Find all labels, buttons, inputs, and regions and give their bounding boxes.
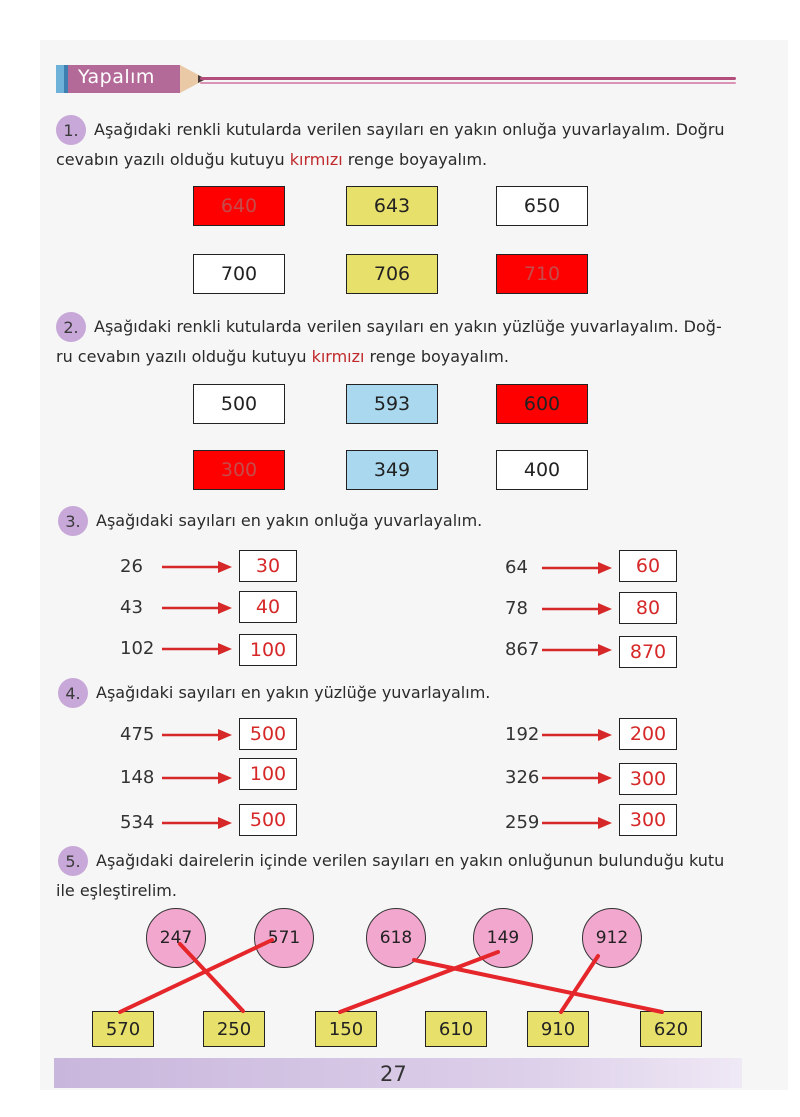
question-1-line-1: Aşağıdaki renkli kutularda verilen sayıları en yakın onluğa yuvarlayalım. Doğru — [94, 120, 725, 139]
number-circle[interactable]: 247 — [146, 908, 206, 968]
answer-box[interactable]: 610 — [425, 1011, 487, 1047]
q1-box[interactable]: 650 — [496, 186, 588, 226]
number-circle[interactable]: 618 — [366, 908, 426, 968]
question-2-text-b: renge boyayalım. — [364, 347, 509, 366]
q4-answer-box[interactable]: 300 — [619, 804, 677, 836]
answer-box[interactable]: 620 — [640, 1011, 702, 1047]
answer-box[interactable]: 910 — [527, 1011, 589, 1047]
q3-number: 43 — [120, 597, 143, 618]
q3-number: 64 — [505, 557, 528, 578]
number-circle[interactable]: 149 — [473, 908, 533, 968]
q4-number: 475 — [120, 724, 155, 745]
q4-answer-box[interactable]: 500 — [239, 804, 297, 836]
q4-answer-box[interactable]: 200 — [619, 718, 677, 750]
question-number-1: 1. — [56, 115, 86, 145]
number-circle[interactable]: 571 — [254, 908, 314, 968]
match-line — [120, 940, 272, 1012]
q3-number: 26 — [120, 556, 143, 577]
q2-box[interactable]: 500 — [193, 384, 285, 424]
question-2-text-a: ru cevabın yazılı olduğu kutuyu — [56, 347, 312, 366]
section-label: Yapalım — [78, 66, 155, 88]
q4-number: 148 — [120, 767, 155, 788]
q4-answer-box[interactable]: 500 — [239, 718, 297, 750]
question-number-4: 4. — [58, 678, 88, 708]
q1-box[interactable]: 710 — [496, 254, 588, 294]
question-5-line-1: Aşağıdaki dairelerin içinde verilen sayıları en yakın onluğunun bulunduğu kutu — [96, 851, 725, 870]
q4-number: 326 — [505, 767, 540, 788]
q2-box[interactable]: 593 — [346, 384, 438, 424]
q4-answer-box[interactable]: 100 — [239, 758, 297, 790]
match-line — [561, 956, 598, 1012]
q3-answer-box[interactable]: 80 — [619, 592, 677, 624]
question-3-text: Aşağıdaki sayıları en yakın onluğa yuvarlayalım. — [96, 511, 483, 530]
q3-answer-box[interactable]: 30 — [239, 550, 297, 582]
match-line — [414, 960, 662, 1012]
red-word: kırmızı — [311, 347, 365, 366]
answer-box[interactable]: 150 — [315, 1011, 377, 1047]
q3-answer-box[interactable]: 40 — [239, 591, 297, 623]
question-1-text-a: cevabın yazılı olduğu kutuyu — [56, 150, 290, 169]
q1-box[interactable]: 640 — [193, 186, 285, 226]
q4-number: 534 — [120, 812, 155, 833]
q2-box[interactable]: 300 — [193, 450, 285, 490]
q2-box[interactable]: 349 — [346, 450, 438, 490]
answer-box[interactable]: 250 — [203, 1011, 265, 1047]
question-5-line-2: ile eşleştirelim. — [56, 881, 177, 900]
question-number-3: 3. — [58, 506, 88, 536]
q3-number: 78 — [505, 598, 528, 619]
q1-box[interactable]: 643 — [346, 186, 438, 226]
q3-answer-box[interactable]: 870 — [619, 636, 677, 668]
question-2-line-1: Aşağıdaki renkli kutularda verilen sayıları en yakın yüzlüğe yuvarlayalım. Doğ- — [94, 317, 722, 336]
q3-number: 867 — [505, 639, 540, 660]
number-circle[interactable]: 912 — [582, 908, 642, 968]
question-4-text: Aşağıdaki sayıları en yakın yüzlüğe yuvarlayalım. — [96, 683, 491, 702]
red-word: kırmızı — [289, 150, 343, 169]
q4-number: 259 — [505, 812, 540, 833]
page-number: 27 — [380, 1062, 407, 1086]
question-1-text-b: renge boyayalım. — [342, 150, 488, 169]
question-number-5: 5. — [58, 846, 88, 876]
q3-answer-box[interactable]: 100 — [239, 634, 297, 666]
q2-box[interactable]: 400 — [496, 450, 588, 490]
q1-box[interactable]: 706 — [346, 254, 438, 294]
answer-box[interactable]: 570 — [92, 1011, 154, 1047]
question-number-2: 2. — [56, 312, 86, 342]
q2-box[interactable]: 600 — [496, 384, 588, 424]
q3-answer-box[interactable]: 60 — [619, 550, 677, 582]
q4-answer-box[interactable]: 300 — [619, 763, 677, 795]
q4-number: 192 — [505, 724, 540, 745]
q1-box[interactable]: 700 — [193, 254, 285, 294]
q3-number: 102 — [120, 638, 155, 659]
